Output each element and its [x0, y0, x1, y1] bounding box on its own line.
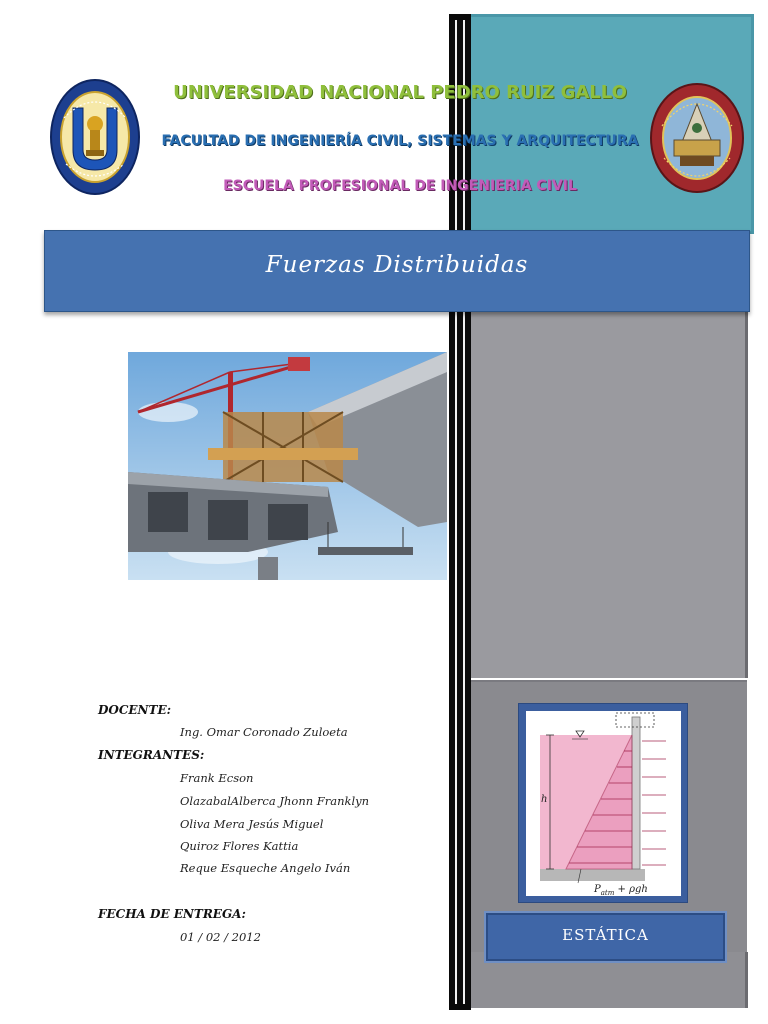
- faculty-seal-right-icon: [650, 82, 744, 194]
- course-label: ESTÁTICA: [562, 926, 649, 944]
- pressure-rest: + ρgh: [617, 884, 648, 895]
- integrantes-label: INTEGRANTES:: [98, 748, 205, 762]
- integrante-item: Reque Esqueche Angelo Iván: [180, 861, 351, 875]
- diagram-h-label: h: [541, 794, 548, 805]
- faculty-heading: FACULTAD DE INGENIERÍA CIVIL, SISTEMAS Y ARQUITECTURA: [161, 133, 639, 149]
- integrante-item: OlazabalAlberca Jhonn Franklyn: [180, 794, 370, 808]
- fecha-value: 01 / 02 / 2012: [180, 930, 261, 944]
- university-seal-left-icon: [50, 78, 140, 196]
- bridge-construction-photo: [128, 352, 447, 580]
- diagram-pressure-label: [594, 884, 648, 897]
- school-heading: ESCUELA PROFESIONAL DE INGENIERIA CIVIL: [223, 178, 577, 194]
- integrante-item: Quiroz Flores Kattia: [180, 839, 299, 853]
- black-bar-inner-lines: [455, 20, 465, 1004]
- docente-name: Ing. Omar Coronado Zuloeta: [180, 725, 348, 739]
- pressure-subscript: atm: [600, 889, 615, 897]
- fecha-label: FECHA DE ENTREGA:: [98, 907, 246, 921]
- docente-label: DOCENTE:: [98, 703, 172, 717]
- university-heading: UNIVERSIDAD NACIONAL PEDRO RUIZ GALLO: [173, 82, 627, 103]
- document-title: Fuerzas Distribuidas: [265, 252, 529, 278]
- integrante-item: Frank Ecson: [180, 771, 254, 785]
- pressure-symbol: P: [594, 884, 601, 895]
- integrante-item: Oliva Mera Jesús Miguel: [180, 817, 324, 831]
- hydrostatic-pressure-diagram: [526, 711, 681, 896]
- gray-column-upper: [471, 312, 748, 678]
